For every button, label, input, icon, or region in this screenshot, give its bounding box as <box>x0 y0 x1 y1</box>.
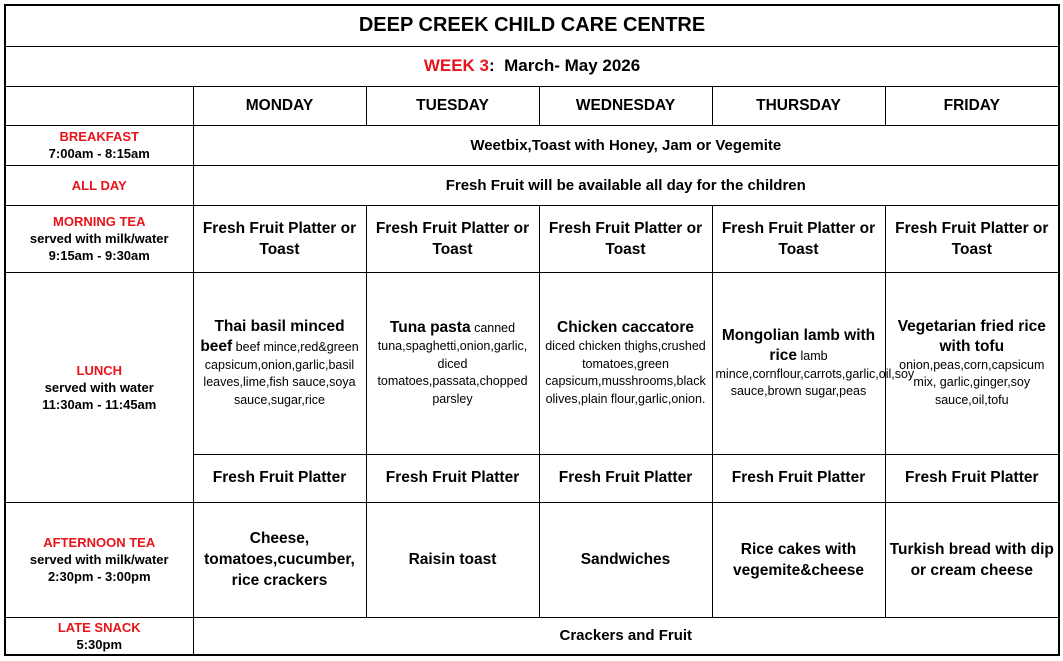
lunch-dish: Mongolian lamb with rice <box>721 326 876 364</box>
allday-menu: Fresh Fruit will be available all day for the children <box>193 165 1059 205</box>
lunch-thursday <box>712 272 915 454</box>
breakfast-title: BREAKFAST <box>59 129 139 144</box>
lunch-fruit-wednesday: Fresh Fruit Platter <box>539 454 712 502</box>
week-range: March- May 2026 <box>504 56 641 75</box>
page-title: DEEP CREEK CHILD CARE CENTRE <box>5 5 1059 46</box>
menu-table <box>4 4 1060 656</box>
week-separator: : <box>489 56 495 75</box>
lunch-sub: served with water <box>44 379 154 395</box>
afternoon-tea-monday: Cheese, tomatoes,cucumber, rice crackers <box>193 502 366 617</box>
lunch-label <box>5 272 193 502</box>
morning-tea-label <box>5 205 193 272</box>
week-heading <box>5 46 1059 86</box>
afternoon-tea-friday: Turkish bread with dip or cream cheese <box>885 502 1059 617</box>
afternoon-tea-tuesday: Raisin toast <box>366 502 539 617</box>
lunch-ingredients: onion,peas,corn,capsicum mix, garlic,ginger,soy sauce,oil,tofu <box>899 357 1045 407</box>
corner-cell <box>5 86 193 125</box>
day-header-friday: FRIDAY <box>885 86 1059 125</box>
morning-tea-title: MORNING TEA <box>53 214 146 229</box>
lunch-dish: Chicken caccatore <box>557 319 694 336</box>
day-header-thursday: THURSDAY <box>712 86 885 125</box>
morning-tea-wednesday: Fresh Fruit Platter or Toast <box>539 205 712 272</box>
morning-tea-time: 9:15am - 9:30am <box>48 248 150 263</box>
lunch-title: LUNCH <box>76 362 122 378</box>
late-snack-time: 5:30pm <box>76 636 123 652</box>
lunch-dish: Vegetarian fried rice with tofu <box>897 317 1046 355</box>
lunch-ingredients: canned tuna,spaghetti,onion,garlic, diced tomatoes,passata,chopped parsley <box>377 321 528 406</box>
lunch-fruit-tuesday: Fresh Fruit Platter <box>366 454 539 502</box>
afternoon-tea-time: 2:30pm - 3:00pm <box>47 569 151 584</box>
afternoon-tea-wednesday: Sandwiches <box>539 502 712 617</box>
lunch-ingredients: lamb mince,cornflour,carrots,garlic,oil,soy sauce,brown sugar,peas <box>715 348 915 398</box>
morning-tea-thursday: Fresh Fruit Platter or Toast <box>712 205 885 272</box>
afternoon-tea-title: AFTERNOON TEA <box>43 535 156 550</box>
morning-tea-tuesday: Fresh Fruit Platter or Toast <box>366 205 539 272</box>
lunch-ingredients: beef mince,red&green capsicum,onion,garlic,basil leaves,lime,fish sauce,soya sauce,sugar,rice <box>203 339 359 407</box>
afternoon-tea-label <box>5 502 193 617</box>
lunch-monday <box>193 272 366 454</box>
lunch-fruit-friday: Fresh Fruit Platter <box>885 454 1059 502</box>
late-snack-menu: Crackers and Fruit <box>193 617 1059 655</box>
day-header-monday: MONDAY <box>193 86 366 125</box>
breakfast-label <box>5 125 193 165</box>
morning-tea-monday: Fresh Fruit Platter or Toast <box>193 205 366 272</box>
lunch-ingredients: diced chicken thighs,crushed tomatoes,green capsicum,musshrooms,black olives,plain flour,garlic,onion. <box>545 339 706 406</box>
breakfast-time: 7:00am - 8:15am <box>48 146 150 161</box>
late-snack-title: LATE SNACK <box>57 619 141 635</box>
allday-title: ALL DAY <box>71 177 127 193</box>
allday-label <box>5 165 193 205</box>
breakfast-menu: Weetbix,Toast with Honey, Jam or Vegemite <box>193 125 1059 165</box>
lunch-dish: Tuna pasta <box>389 319 471 336</box>
lunch-time: 11:30am - 11:45am <box>42 396 157 412</box>
morning-tea-sub: served with milk/water <box>29 231 169 246</box>
late-snack-label <box>5 617 193 655</box>
day-header-wednesday: WEDNESDAY <box>539 86 712 125</box>
lunch-tuesday <box>366 272 539 454</box>
lunch-wednesday <box>539 272 712 454</box>
afternoon-tea-thursday: Rice cakes with vegemite&cheese <box>712 502 885 617</box>
lunch-fruit-monday: Fresh Fruit Platter <box>193 454 366 502</box>
morning-tea-friday: Fresh Fruit Platter or Toast <box>885 205 1059 272</box>
afternoon-tea-sub: served with milk/water <box>29 552 169 567</box>
day-header-tuesday: TUESDAY <box>366 86 539 125</box>
week-label: WEEK 3 <box>423 56 490 75</box>
lunch-fruit-thursday: Fresh Fruit Platter <box>712 454 885 502</box>
lunch-friday <box>885 272 1059 454</box>
lunch-dish: Thai basil minced beef <box>200 317 345 355</box>
